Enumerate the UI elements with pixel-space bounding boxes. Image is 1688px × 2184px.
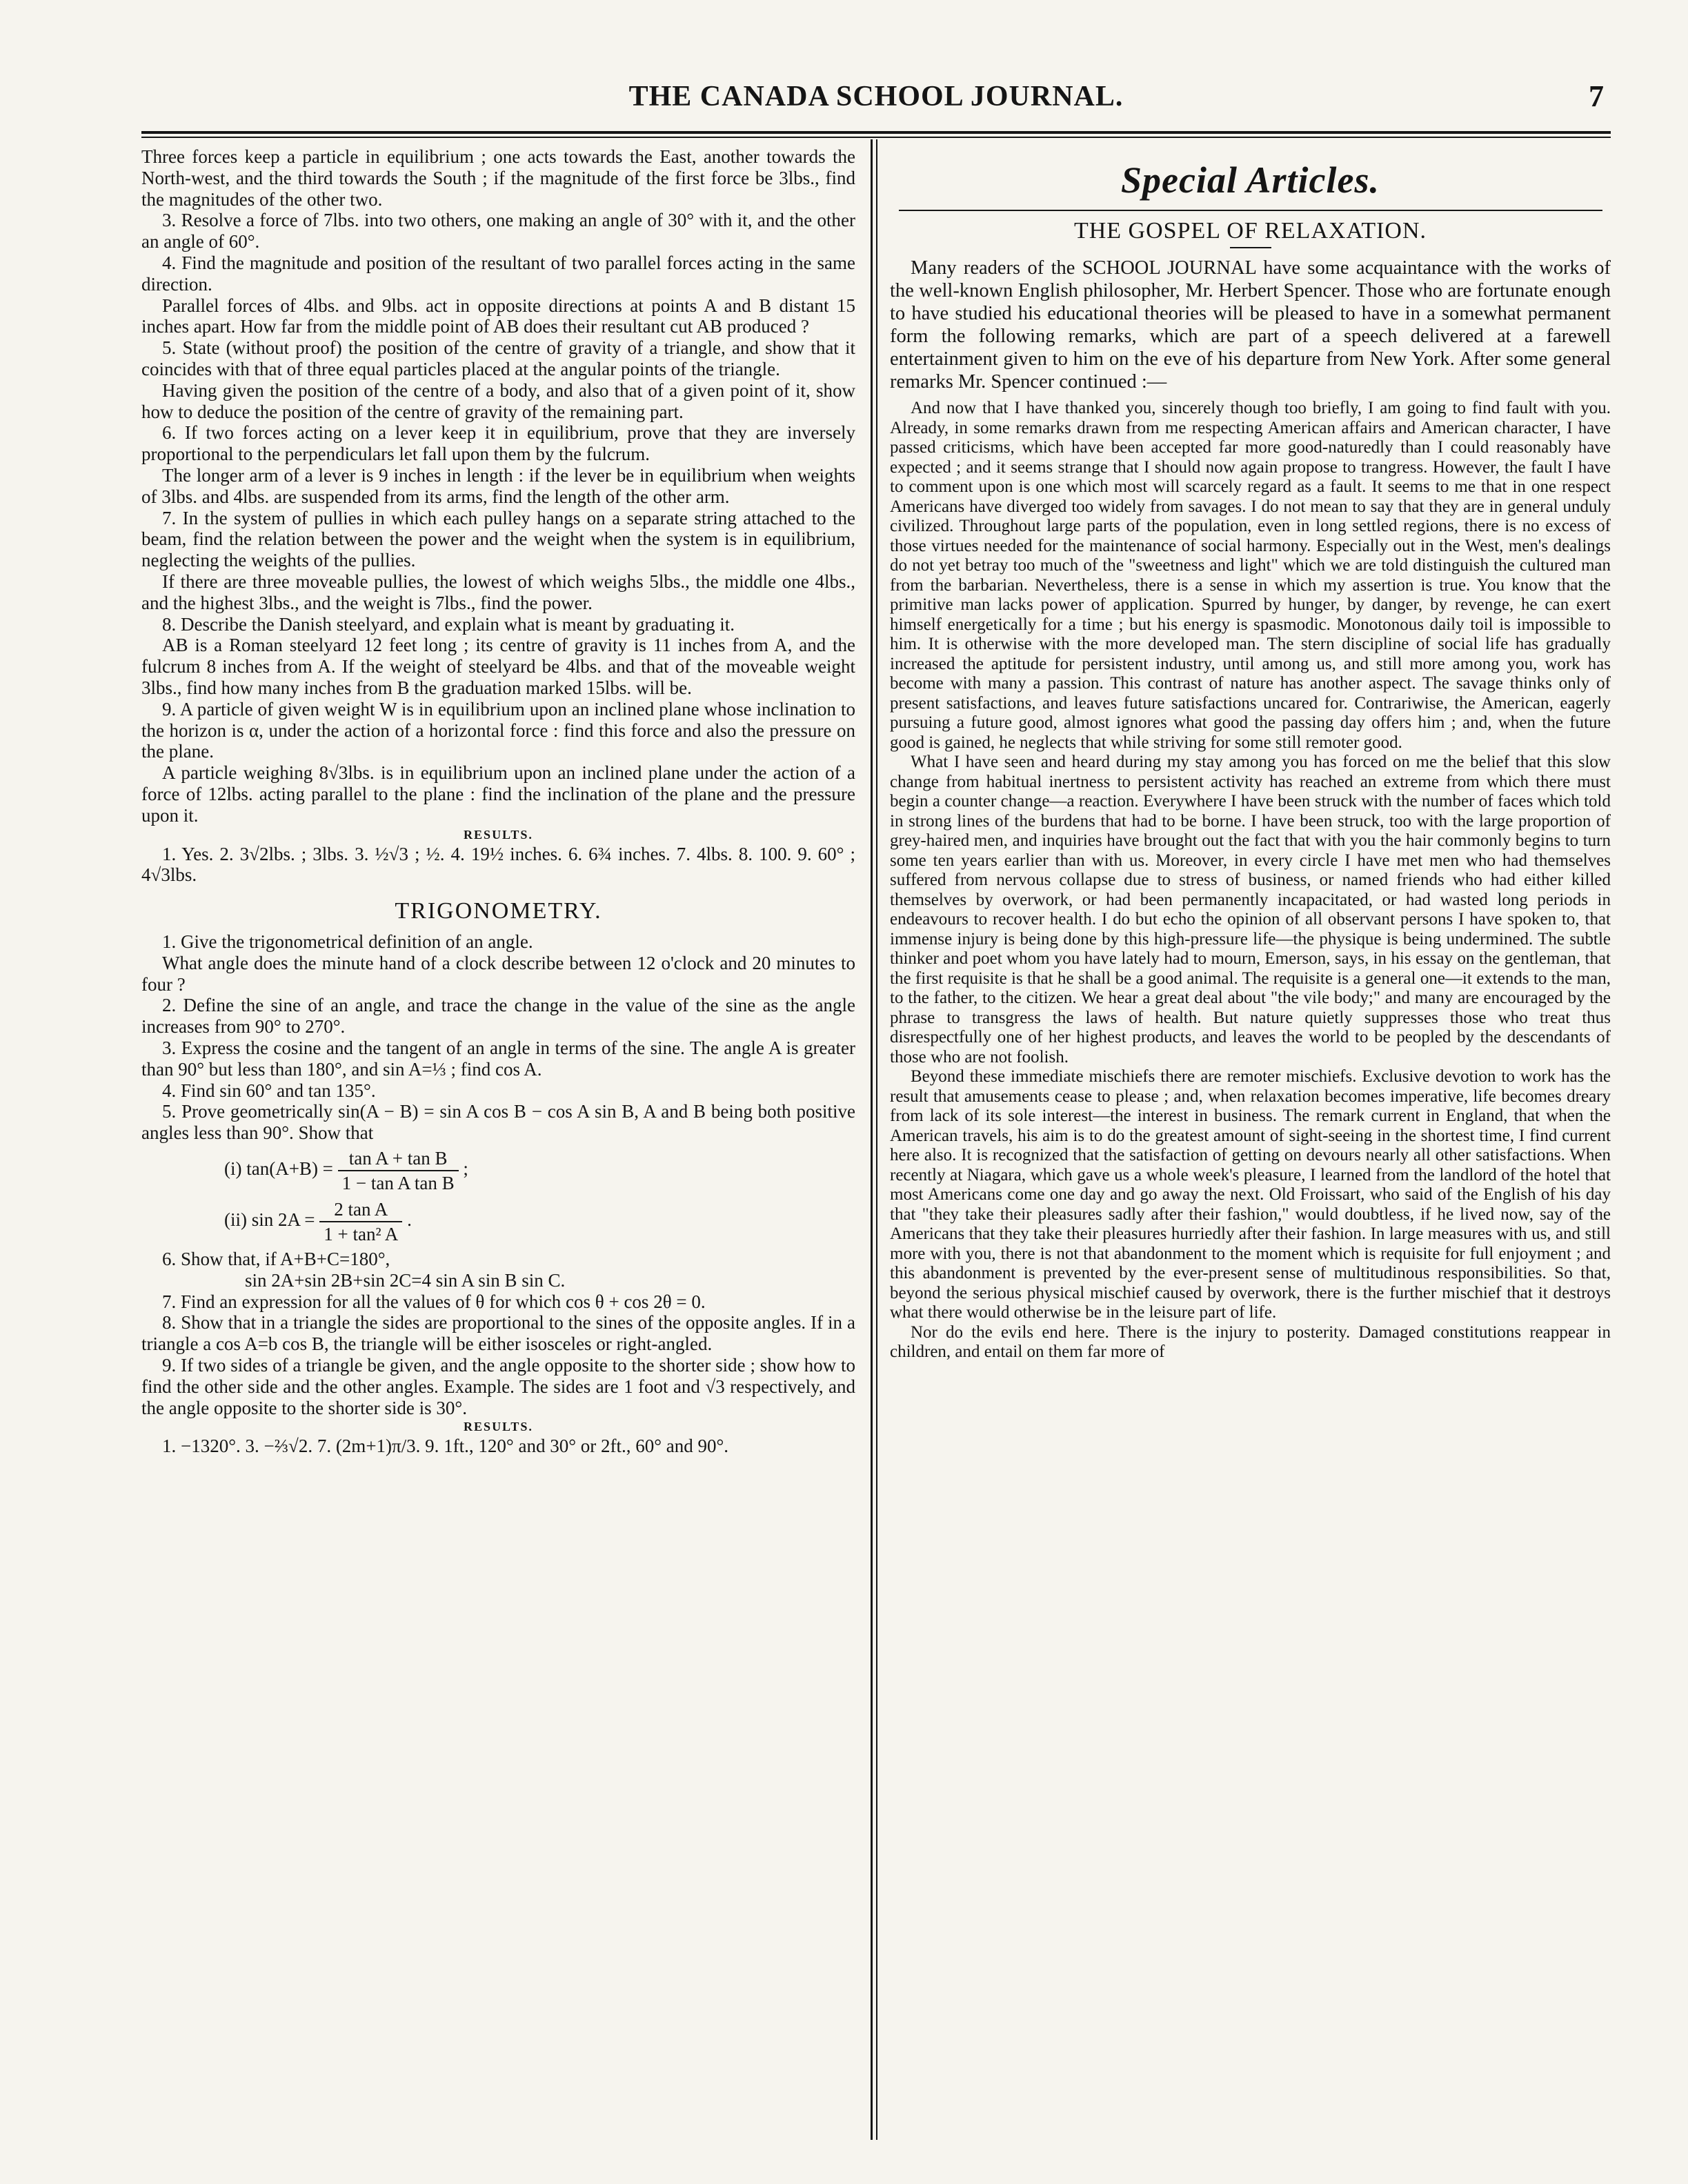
page-header <box>141 76 1611 124</box>
trig-paragraph: 5. Prove geometrically sin(A − B) = sin A cos B − cos A sin B, A and B being both positive angles less than 90°. Show that <box>141 1101 855 1144</box>
mechanics-paragraph: A particle weighing 8√3lbs. is in equilibrium upon an inclined plane under the action of a force of 12lbs. acting parallel to the plane : find the inclination of the plane and the pressure upon it. <box>141 762 855 826</box>
formula-numerator: 2 tan A <box>319 1198 402 1222</box>
trig-paragraph: 8. Show that in a triangle the sides are proportional to the sines of the opposite angles. If in a triangle a cos A=b cos B, the triangle will be either isosceles or right-angled. <box>141 1312 855 1355</box>
trig-paragraph: sin 2A+sin 2B+sin 2C=4 sin A sin B sin C. <box>245 1269 566 1291</box>
mechanics-paragraph: The longer arm of a lever is 9 inches in length : if the lever be in equilibrium when weights of 3lbs. and 4lbs. are suspended from its arms, find the length of the other arm. <box>141 464 855 507</box>
trigonometry-heading: TRIGONOMETRY. <box>395 898 602 924</box>
column-divider-inner <box>876 139 877 2140</box>
formula-fraction <box>319 1198 402 1246</box>
mechanics-paragraph: If there are three moveable pullies, the lowest of which weighs 5lbs., the middle one 4lbs., and the highest 3lbs., and the weight is 7lbs., find the power. <box>141 570 855 613</box>
formula-sin-double: (ii) sin 2A = $\frac{\text{2 tan A}}{\text{1 + tan² A}}$ . <box>224 1199 412 1245</box>
left-column <box>141 146 855 1457</box>
formula-lhs: (i) tan(A+B) = <box>224 1158 333 1180</box>
article-intro: Many readers of the SCHOOL JOURNAL have some acquaintance with the works of the well-known English philosopher, Mr. Herbert Spencer. Those who are fortunate enough to have studied his educational theories will be pleased to have in a somewhat permanent form the following remarks, which are part of a speech delivered at a farewell entertainment given to him on the eve of his departure from New York. After some general remarks Mr. Spencer continued :— <box>890 257 1611 393</box>
results-label: RESULTS. <box>464 1420 533 1434</box>
header-rule-thick <box>141 131 1611 134</box>
spacer <box>890 393 1611 399</box>
right-column <box>890 146 1611 1362</box>
trig-paragraph: 9. If two sides of a triangle be given, and the angle opposite to the shorter side ; show how to find the other side and the other angles. Example. The sides are 1 foot and √3 respectively, and the angle opposite to the shorter side is 30°. <box>141 1355 855 1418</box>
trig-paragraph: What angle does the minute hand of a clock describe between 12 o'clock and 20 minutes to four ? <box>141 952 855 995</box>
mechanics-paragraph: 9. A particle of given weight W is in equilibrium upon an inclined plane whose inclination to the horizon is α, under the action of a horizontal force : find this force and also the pressure on the plane. <box>141 698 855 762</box>
article-title: THE GOSPEL OF RELAXATION. <box>1073 218 1427 244</box>
section-rule <box>899 210 1602 211</box>
mechanics-paragraph: 8. Describe the Danish steelyard, and explain what is meant by graduating it. <box>162 613 735 635</box>
mechanics-paragraph: 7. In the system of pullies in which each pulley hangs on a separate string attached to the beam, find the relation between the power and the weight when the system is in equilibrium, neglecting the weights of the pullies. <box>141 507 855 571</box>
trig-paragraph: 3. Express the cosine and the tangent of an angle in terms of the sine. The angle A is greater than 90° but less than 180°, and sin A=⅓ ; find cos A. <box>141 1038 855 1080</box>
trig-paragraph: 4. Find sin 60° and tan 135°. <box>162 1080 376 1101</box>
mechanics-paragraph: 6. If two forces acting on a lever keep it in equilibrium, prove that they are inversely proportional to the perpendiculars let fall upon them by the fulcrum. <box>141 422 855 465</box>
formula-numerator: tan A + tan B <box>338 1146 459 1171</box>
formula-denominator: 1 + tan² A <box>324 1224 399 1245</box>
article-paragraph: What I have seen and heard during my stay among you has forced on me the belief that this slow change from habitual inertness to persistent activity has reached an extreme from which there must begin a counter change—a reaction. Everywhere I have been struck with the number of faces which told in strong lines of the burdens that had to be borne. I have been struck, too with the large proportion of grey-haired men, and inquiries have brought out the fact that with you the hair commonly begins to turn some ten years earlier than with us. Moreover, in every circle I have met men who had themselves suffered from nervous collapse due to stress of business, or named friends who had either killed themselves by overwork, or had been permanently incapacitated, or had wasted long periods in endeavours to recover health. I do but echo the opinion of all observant persons I have spoken to, that immense injury is being done by this high-pressure life—the physique is being undermined. The subtle thinker and poet whom you have lately had to mourn, Emerson, says, in his essay on the gentleman, that the first requisite is that he shall be a good animal. The requisite is a general one—it extends to the man, to the father, to the citizen. We hear a great deal about "the vile body;" and many are encouraged by the phrase to transgress the laws of health. But nature quietly suppresses those who treat thus disrespectfully one of her highest products, and leaves the world to be peopled by the descendants of those who are not foolish. <box>890 753 1611 1066</box>
column-divider <box>871 139 873 2140</box>
article-paragraph: Nor do the evils end here. There is the injury to posterity. Damaged constitutions reappear in children, and entail on them far more of <box>890 1322 1611 1361</box>
header-rule-thin <box>141 137 1611 138</box>
formula-denominator: 1 − tan A tan B <box>341 1173 455 1194</box>
page-number: 7 <box>1589 79 1604 113</box>
formula-tan-sum: (i) tan(A+B) = $\frac{\text{tan A + tan B}}{\text{1 − tan A tan B}}$ ; <box>224 1148 468 1194</box>
mechanics-paragraph: 4. Find the magnitude and position of the resultant of two parallel forces acting in the same direction. <box>141 252 855 295</box>
mechanics-paragraph: AB is a Roman steelyard 12 feet long ; its centre of gravity is 11 inches from A, and the fulcrum 8 inches from A. If the weight of steelyard be 4lbs. and that of the moveable weight 3lbs., find how many inches from B the graduation marked 15lbs. will be. <box>141 635 855 698</box>
formula-lhs: (ii) sin 2A = <box>224 1209 315 1231</box>
results-text: 1. −1320°. 3. −⅔√2. 7. (2m+1)π/3. 9. 1ft., 120° and 30° or 2ft., 60° and 90°. <box>162 1436 729 1457</box>
formula-fraction <box>338 1146 459 1195</box>
article-paragraph: And now that I have thanked you, sincerely though too briefly, I am going to find fault with you. Already, in some remarks drawn from me respecting American affairs and American character, I have passed criticisms, which have been accepted far more good-naturedly than I could reasonably have expected ; and it seems strange that I should now again propose to trangress. However, the fault I have to comment upon is one which most will scarcely regard as a fault. It seems to me that in one respect Americans have diverged too widely from savages. I do not mean to say that they are in general unduly civilized. Throughout large parts of the population, even in long settled regions, there is no excess of those virtues needed for the maintenance of social harmony. Especially out in the West, men's dealings do not yet betray too much of the "sweetness and light" which we are told distinguish the cultured man from the barbarian. Nevertheless, there is a sense in which my assertion is true. You know that the primitive man lacks power of application. Spurred by hunger, by danger, by revenge, he can exert himself energetically for a time ; but his energy is spasmodic. Monotonous daily toil is impossible to him. It is otherwise with the more developed man. The stern discipline of social life has gradually increased the aptitude for persistent industry, until among us, and still more among you, work has become with many a passion. This contrast of nature has another aspect. The savage thinks only of present satisfactions, and leaves future satisfactions uncared for. Contrariwise, the American, eagerly pursuing a future good, almost ignores what good the passing day offers him ; and, when the future good is gained, he neglects that while striving for some still remoter good. <box>890 399 1611 752</box>
mechanics-paragraph: 3. Resolve a force of 7lbs. into two others, one making an angle of 30° with it, and the other an angle of 60°. <box>141 210 855 252</box>
mechanics-paragraph: Three forces keep a particle in equilibrium ; one acts towards the East, another towards the North-west, and the third towards the South ; if the magnitude of the first force be 3lbs., find the magnitudes of the other two. <box>141 146 855 210</box>
mechanics-paragraph: 5. State (without proof) the position of the centre of gravity of a triangle, and show that it coincides with that of three equal particles placed at the angular points of the triangle. <box>141 337 855 379</box>
trig-paragraph: 6. Show that, if A+B+C=180°, <box>162 1249 390 1270</box>
section-title: Special Articles. <box>1121 159 1380 201</box>
mechanics-paragraph: Having given the position of the centre of a body, and also that of a given point of it, show how to deduce the position of the centre of gravity of the remaining part. <box>141 379 855 422</box>
results-text: 1. Yes. 2. 3√2lbs. ; 3lbs. 3. ½√3 ; ½. 4. 19½ inches. 6. 6¾ inches. 7. 4lbs. 8. 100. 9. 60° ; 4√3lbs. <box>141 843 855 886</box>
results-label: RESULTS. <box>464 827 533 842</box>
journal-title: THE CANADA SCHOOL JOURNAL. <box>628 81 1124 112</box>
title-rule <box>1230 247 1271 248</box>
mechanics-paragraph: Parallel forces of 4lbs. and 9lbs. act in opposite directions at points A and B distant 15 inches apart. How far from the middle point of AB does their resultant cut AB produced ? <box>141 295 855 337</box>
trig-paragraph: 1. Give the trigonometrical definition of an angle. <box>162 931 533 953</box>
article-paragraph: Beyond these immediate mischiefs there are remoter mischiefs. Exclusive devotion to work has the result that amusements cease to please ; and, when relaxation becomes imperative, life becomes dreary from lack of its sole interest—the interest in business. The remark current in England, that when the American travels, his aim is to do the greatest amount of sight-seeing in the shortest time, I find current here also. It is recognized that the satisfaction of getting on devours nearly all other satisfactions. When recently at Niagara, which gave us a whole week's pleasure, I learned from the landlord of the hotel that most Americans come one day and go away the next. Old Froissart, who said of the English of his day that "they take their pleasures sadly after their fashion," would doubtless, if he lived now, say of the Americans that they take their pleasures hurriedly after their fashion. In large measures with us, and still more with you, there is not that abandonment to the moment which is requisite for full enjoyment ; and this abandonment is prevented by the ever-present sense of multitudinous responsibilities. So that, beyond the serious physical mischief caused by overwork, there is the further mischief that it destroys what there would otherwise be in the leisure part of life. <box>890 1067 1611 1322</box>
trig-paragraph: 7. Find an expression for all the values of θ for which cos θ + cos 2θ = 0. <box>162 1291 706 1312</box>
trig-paragraph: 2. Define the sine of an angle, and trace the change in the value of the sine as the angle increases from 90° to 270°. <box>141 995 855 1038</box>
